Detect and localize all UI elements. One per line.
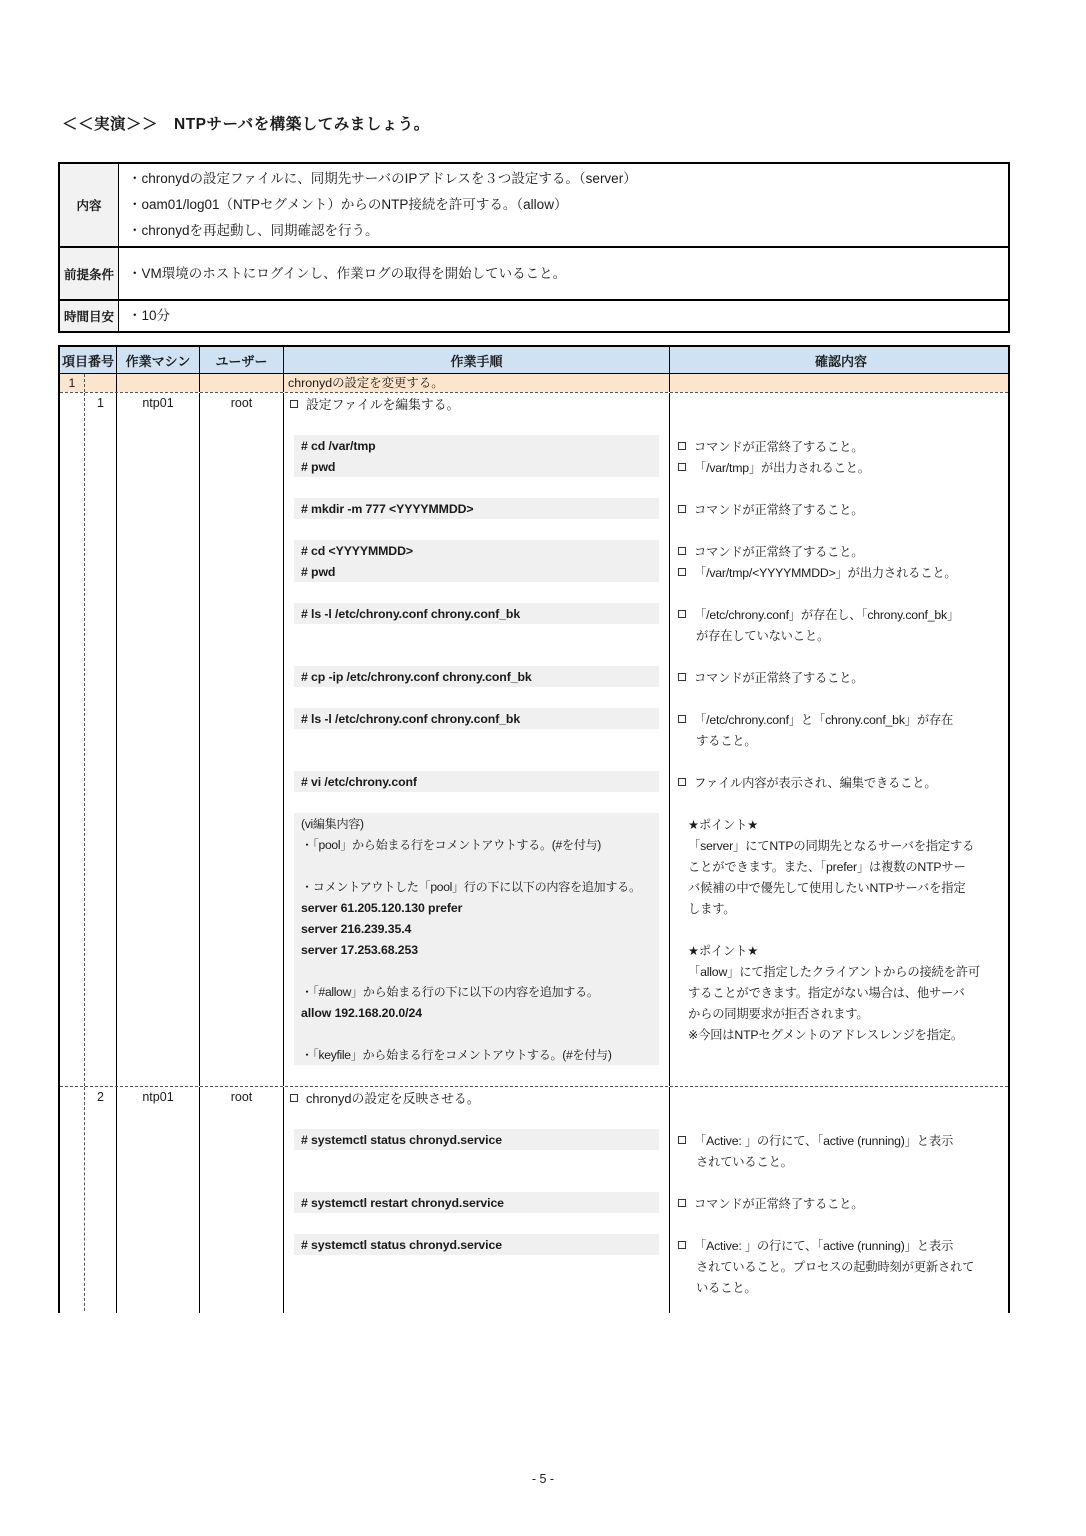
procedure-line xyxy=(284,456,669,477)
procedure-line xyxy=(284,729,669,750)
confirmation-line xyxy=(670,813,1010,834)
command-text: # systemctl restart chronyd.service xyxy=(301,1195,504,1210)
command-block xyxy=(294,666,659,687)
confirmation-line xyxy=(670,1171,1010,1192)
command-block xyxy=(294,1129,659,1150)
group-cell xyxy=(85,374,117,392)
checkbox-icon xyxy=(678,463,686,471)
step-user: root xyxy=(200,1087,284,1313)
step-cell-spacer xyxy=(60,393,85,1086)
command-text: # pwd xyxy=(301,459,336,474)
command-text: # cd /var/tmp xyxy=(301,438,376,453)
confirmation-cell xyxy=(670,393,1010,1086)
step-title-text: chronydの設定を反映させる。 xyxy=(306,1091,480,1106)
point-note-text: します。 xyxy=(688,901,736,916)
page-title: ＜＜実演＞＞ NTPサーバを構築してみましょう。 xyxy=(62,116,430,133)
procedure-line xyxy=(284,1276,669,1297)
column-header: 確認内容 xyxy=(814,353,867,369)
checkbox-icon xyxy=(678,715,686,723)
procedure-line xyxy=(284,519,669,540)
command-block xyxy=(294,1234,659,1255)
step-user: root xyxy=(200,393,284,1086)
procedure-line xyxy=(284,477,669,498)
command-block xyxy=(294,897,659,918)
procedure-line xyxy=(284,1129,669,1150)
confirmation-text-continued: が存在していないこと。 xyxy=(696,628,830,643)
checkbox-icon xyxy=(678,610,686,618)
page-number: - 5 - xyxy=(531,1472,555,1486)
checkbox-icon xyxy=(678,778,686,786)
command-text: server 216.239.35.4 xyxy=(301,921,412,936)
group-cell xyxy=(117,374,200,392)
info-row xyxy=(60,246,1008,299)
confirmation-text: 「/var/tmp/<YYYYMMDD>」が出力されること。 xyxy=(694,565,957,580)
point-note-text: ★ポイント★ xyxy=(688,817,759,832)
confirmation-line xyxy=(670,666,1010,687)
confirmation-text: 「/var/tmp」が出力されること。 xyxy=(694,460,870,475)
procedure-line xyxy=(284,498,669,519)
point-note-text: ※今回はNTPセグメントのアドレスレンジを指定。 xyxy=(688,1027,963,1042)
confirmation-line xyxy=(670,1297,1010,1313)
confirmation-line xyxy=(670,939,1010,960)
step-machine: ntp01 xyxy=(117,1087,200,1313)
procedure-line xyxy=(284,393,669,414)
procedure-line xyxy=(284,813,669,834)
procedure-line xyxy=(284,603,669,624)
group-number: 1 xyxy=(60,374,85,392)
confirmation-line xyxy=(670,771,1010,792)
column-header: 作業マシン xyxy=(117,347,200,373)
info-row-label: 内容 xyxy=(60,164,119,246)
confirmation-line xyxy=(670,1044,1010,1065)
confirmation-line xyxy=(670,876,1010,897)
command-text: # cp -ip /etc/chrony.conf chrony.conf_bk xyxy=(301,669,532,684)
confirmation-line xyxy=(670,897,1010,918)
command-text: # mkdir -m 777 <YYYYMMDD> xyxy=(301,501,474,516)
confirmation-text: コマンドが正常終了すること。 xyxy=(694,439,864,454)
confirmation-line xyxy=(670,750,1010,771)
confirmation-text-continued: すること。 xyxy=(696,733,757,748)
checkbox-icon xyxy=(678,1199,686,1207)
info-line: ・oam01/log01（NTPセグメント）からのNTP接続を許可する。（allow） xyxy=(128,197,568,212)
confirmation-text: 「/etc/chrony.conf」と「chrony.conf_bk」が存在 xyxy=(694,712,954,727)
confirmation-line xyxy=(670,456,1010,477)
procedure-line xyxy=(284,1087,669,1108)
info-row-content xyxy=(119,164,1010,246)
confirmation-line xyxy=(670,834,1010,855)
group-title: chronydの設定を変更する。 xyxy=(284,374,670,392)
procedure-line xyxy=(284,960,669,981)
confirmation-line xyxy=(670,1234,1010,1255)
confirmation-line xyxy=(670,582,1010,603)
step-row xyxy=(60,1086,1008,1313)
command-block xyxy=(294,456,659,477)
confirmation-line xyxy=(670,1192,1010,1213)
edit-note-text: ・「pool」から始まる行をコメントアウトする。(#を付与) xyxy=(301,838,602,852)
confirmation-line xyxy=(670,1276,1010,1297)
procedure-cell xyxy=(284,1087,670,1313)
confirmation-text: 「Active: 」の行にて、「active (running)」と表示 xyxy=(694,1133,954,1148)
info-line: ・VM環境のホストにログインし、作業ログの取得を開始していること。 xyxy=(128,265,567,281)
step-title-text: 設定ファイルを編集する。 xyxy=(306,397,460,412)
command-text: # systemctl status chronyd.service xyxy=(301,1237,502,1252)
procedure-line xyxy=(284,435,669,456)
command-block xyxy=(294,561,659,582)
command-text: # vi /etc/chrony.conf xyxy=(301,774,417,789)
info-table xyxy=(58,162,1010,333)
confirmation-line xyxy=(670,1023,1010,1044)
confirmation-line xyxy=(670,1065,1010,1086)
checkbox-icon xyxy=(678,442,686,450)
command-block xyxy=(294,876,659,897)
procedure-line xyxy=(284,855,669,876)
command-block xyxy=(294,960,659,981)
point-note-text: からの同期要求が拒否されます。 xyxy=(688,1006,869,1021)
info-line: ・chronydを再起動し、同期確認を行う。 xyxy=(128,223,379,238)
confirmation-text: 「Active: 」の行にて、「active (running)」と表示 xyxy=(694,1238,954,1253)
checkbox-icon xyxy=(678,1136,686,1144)
procedure-line xyxy=(284,1171,669,1192)
group-cell xyxy=(200,374,284,392)
checkbox-icon xyxy=(290,400,298,408)
procedure-line xyxy=(284,981,669,1002)
procedure-line xyxy=(284,561,669,582)
confirmation-text: コマンドが正常終了すること。 xyxy=(694,544,864,559)
command-block xyxy=(294,939,659,960)
work-table-header xyxy=(60,347,1008,374)
confirmation-text: ファイル内容が表示され、編集できること。 xyxy=(694,775,937,790)
command-block xyxy=(294,1192,659,1213)
confirmation-text: コマンドが正常終了すること。 xyxy=(694,1196,864,1211)
procedure-line xyxy=(284,1234,669,1255)
procedure-line xyxy=(284,687,669,708)
procedure-line xyxy=(284,666,669,687)
procedure-line xyxy=(284,1065,669,1086)
confirmation-line xyxy=(670,1150,1010,1171)
procedure-line xyxy=(284,645,669,666)
confirmation-line xyxy=(670,540,1010,561)
confirmation-line xyxy=(670,792,1010,813)
confirmation-line xyxy=(670,435,1010,456)
command-text: # ls -l /etc/chrony.conf chrony.conf_bk xyxy=(301,711,521,726)
work-table xyxy=(58,345,1010,1313)
confirmation-line xyxy=(670,393,1010,414)
point-note-text: 「allow」にて指定したクライアントからの接続を許可 xyxy=(688,964,980,979)
command-block xyxy=(294,540,659,561)
confirmation-line xyxy=(670,1002,1010,1023)
procedure-line xyxy=(284,1044,669,1065)
command-block xyxy=(294,1002,659,1023)
info-row xyxy=(60,299,1008,331)
command-block xyxy=(294,813,659,834)
info-line: ・chronydの設定ファイルに、同期先サーバのIPアドレスを３つ設定する。（server） xyxy=(128,171,637,186)
confirmation-line xyxy=(670,624,1010,645)
procedure-line xyxy=(284,918,669,939)
step-cell-spacer xyxy=(60,1087,85,1313)
command-text: # systemctl status chronyd.service xyxy=(301,1132,502,1147)
step-machine: ntp01 xyxy=(117,393,200,1086)
procedure-line xyxy=(284,1213,669,1234)
command-block xyxy=(294,435,659,456)
edit-note-text: ・「#allow」から始まる行の下に以下の内容を追加する。 xyxy=(301,985,599,999)
confirmation-line xyxy=(670,645,1010,666)
confirmation-line xyxy=(670,414,1010,435)
procedure-line xyxy=(284,1002,669,1023)
command-block xyxy=(294,981,659,1002)
confirmation-text: コマンドが正常終了すること。 xyxy=(694,670,864,685)
procedure-line xyxy=(284,771,669,792)
confirmation-text-continued: されていること。 xyxy=(696,1154,793,1169)
procedure-line xyxy=(284,1023,669,1044)
edit-note-text: ・コメントアウトした「pool」行の下に以下の内容を追加する。 xyxy=(301,880,641,894)
procedure-line xyxy=(284,1192,669,1213)
confirmation-line xyxy=(670,729,1010,750)
procedure-line xyxy=(284,1108,669,1129)
confirmation-line xyxy=(670,1108,1010,1129)
info-row-content xyxy=(119,248,1010,299)
checkbox-icon xyxy=(678,505,686,513)
command-text: server 17.253.68.253 xyxy=(301,942,418,957)
confirmation-line xyxy=(670,1213,1010,1234)
confirmation-text: コマンドが正常終了すること。 xyxy=(694,502,864,517)
group-cell xyxy=(670,374,1010,392)
info-row-content xyxy=(119,301,1010,331)
command-block xyxy=(294,855,659,876)
confirmation-line xyxy=(670,918,1010,939)
confirmation-line xyxy=(670,561,1010,582)
procedure-line xyxy=(284,1150,669,1171)
procedure-line xyxy=(284,834,669,855)
confirmation-line xyxy=(670,981,1010,1002)
checkbox-icon xyxy=(678,547,686,555)
confirmation-line xyxy=(670,855,1010,876)
confirmation-line xyxy=(670,1129,1010,1150)
edit-note-text: (vi編集内容) xyxy=(301,817,364,831)
confirmation-line xyxy=(670,708,1010,729)
confirmation-line xyxy=(670,1087,1010,1108)
checkbox-icon xyxy=(678,568,686,576)
column-header: ユーザー xyxy=(200,347,284,373)
procedure-line xyxy=(284,897,669,918)
point-note-text: ことができます。また、「prefer」は複数のNTPサー xyxy=(688,859,966,874)
procedure-line xyxy=(284,582,669,603)
command-text: # ls -l /etc/chrony.conf chrony.conf_bk xyxy=(301,606,521,621)
info-row-label: 時間目安 xyxy=(60,301,119,331)
confirmation-text-continued: いること。 xyxy=(696,1280,757,1295)
command-block xyxy=(294,708,659,729)
confirmation-text-continued: されていること。プロセスの起動時刻が更新されて xyxy=(696,1259,975,1274)
confirmation-line xyxy=(670,477,1010,498)
procedure-line xyxy=(284,540,669,561)
column-header: 作業手順 xyxy=(284,347,670,373)
confirmation-line xyxy=(670,603,1010,624)
point-note-text: することができます。指定がない場合は、他サーバ xyxy=(688,985,965,1000)
checkbox-icon xyxy=(290,1094,298,1102)
command-block xyxy=(294,603,659,624)
command-block xyxy=(294,918,659,939)
procedure-line xyxy=(284,708,669,729)
step-row xyxy=(60,393,1008,1086)
procedure-line xyxy=(284,876,669,897)
command-block xyxy=(294,834,659,855)
group-row xyxy=(60,374,1008,393)
info-line: ・10分 xyxy=(128,308,171,323)
command-block xyxy=(294,498,659,519)
command-text: # cd <YYYYMMDD> xyxy=(301,543,413,558)
checkbox-icon xyxy=(678,673,686,681)
command-text: # pwd xyxy=(301,564,336,579)
confirmation-line xyxy=(670,960,1010,981)
command-text: allow 192.168.20.0/24 xyxy=(301,1005,422,1020)
confirmation-cell xyxy=(670,1087,1010,1313)
checkbox-icon xyxy=(678,1241,686,1249)
point-note-text: ★ポイント★ xyxy=(688,943,759,958)
procedure-line xyxy=(284,1297,669,1313)
column-header: 項目番号 xyxy=(60,347,117,373)
procedure-cell xyxy=(284,393,670,1086)
procedure-line xyxy=(284,624,669,645)
work-table-body xyxy=(60,393,1008,1313)
procedure-line xyxy=(284,1255,669,1276)
confirmation-line xyxy=(670,519,1010,540)
procedure-line xyxy=(284,414,669,435)
confirmation-line xyxy=(670,498,1010,519)
command-block xyxy=(294,771,659,792)
info-row xyxy=(60,164,1008,246)
info-row-label: 前提条件 xyxy=(60,248,119,299)
step-number: 1 xyxy=(85,393,117,1086)
edit-note-text: ・「keyfile」から始まる行をコメントアウトする。(#を付与) xyxy=(301,1048,612,1062)
confirmation-line xyxy=(670,687,1010,708)
command-text: server 61.205.120.130 prefer xyxy=(301,900,463,915)
confirmation-line xyxy=(670,1255,1010,1276)
confirmation-text: 「/etc/chrony.conf」が存在し、「chrony.conf_bk」 xyxy=(694,607,960,622)
point-note-text: バ候補の中で優先して使用したいNTPサーバを指定 xyxy=(688,880,966,895)
procedure-line xyxy=(284,750,669,771)
step-number: 2 xyxy=(85,1087,117,1313)
procedure-line xyxy=(284,792,669,813)
point-note-text: 「server」にてNTPの同期先となるサーバを指定する xyxy=(688,838,975,853)
command-block xyxy=(294,1023,659,1044)
command-block xyxy=(294,1044,659,1065)
procedure-line xyxy=(284,939,669,960)
